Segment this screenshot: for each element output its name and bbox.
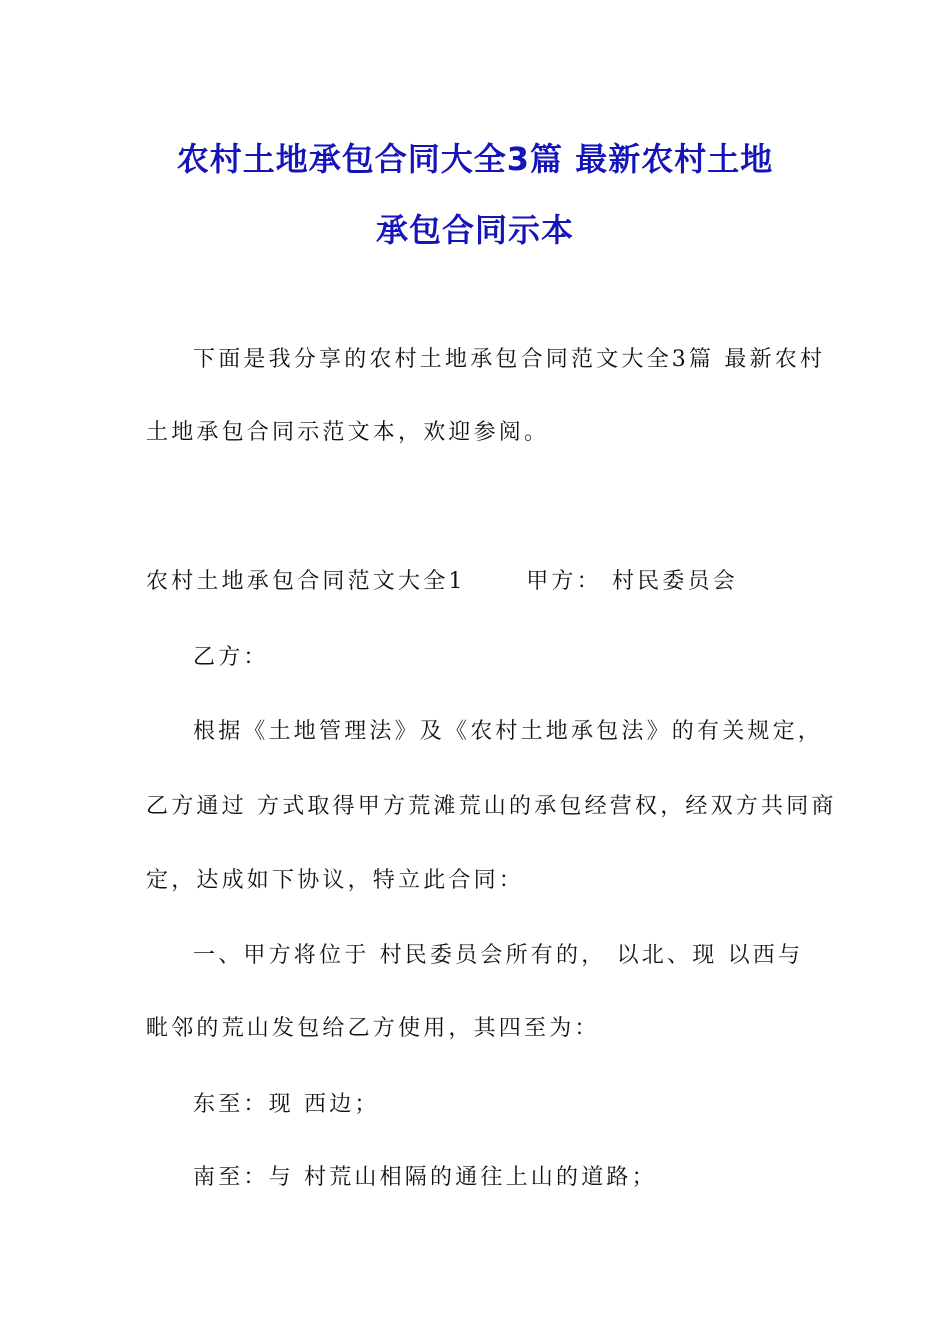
document-title-line-1: 农村土地承包合同大全3篇 最新农村土地 xyxy=(176,140,774,178)
intro-paragraph-line-2: 土地承包合同示范文本，欢迎参阅。 xyxy=(146,420,550,445)
south-boundary-line: 南至：与 村荒山相隔的通往上山的道路； xyxy=(193,1165,657,1190)
intro-paragraph-line-1: 下面是我分享的农村土地承包合同范文大全3篇 最新农村 xyxy=(193,347,826,372)
party-b-line: 乙方： xyxy=(193,645,269,670)
east-boundary-line: 东至：现 西边； xyxy=(193,1092,380,1117)
clause-1-line-2: 毗邻的荒山发包给乙方使用，其四至为： xyxy=(146,1016,600,1041)
basis-paragraph-line-3: 定，达成如下协议，特立此合同： xyxy=(146,868,525,893)
basis-paragraph-line-2: 乙方通过 方式取得甲方荒滩荒山的承包经营权，经双方共同商 xyxy=(146,794,837,819)
basis-paragraph-line-1: 根据《土地管理法》及《农村土地承包法》的有关规定， xyxy=(193,719,824,744)
clause-1-line-1: 一、甲方将位于 村民委员会所有的， 以北、现 以西与 xyxy=(193,943,804,968)
document-title-line-2: 承包合同示本 xyxy=(375,211,574,249)
contract-heading-line: 农村土地承包合同范文大全1 甲方： 村民委员会 xyxy=(146,569,738,594)
